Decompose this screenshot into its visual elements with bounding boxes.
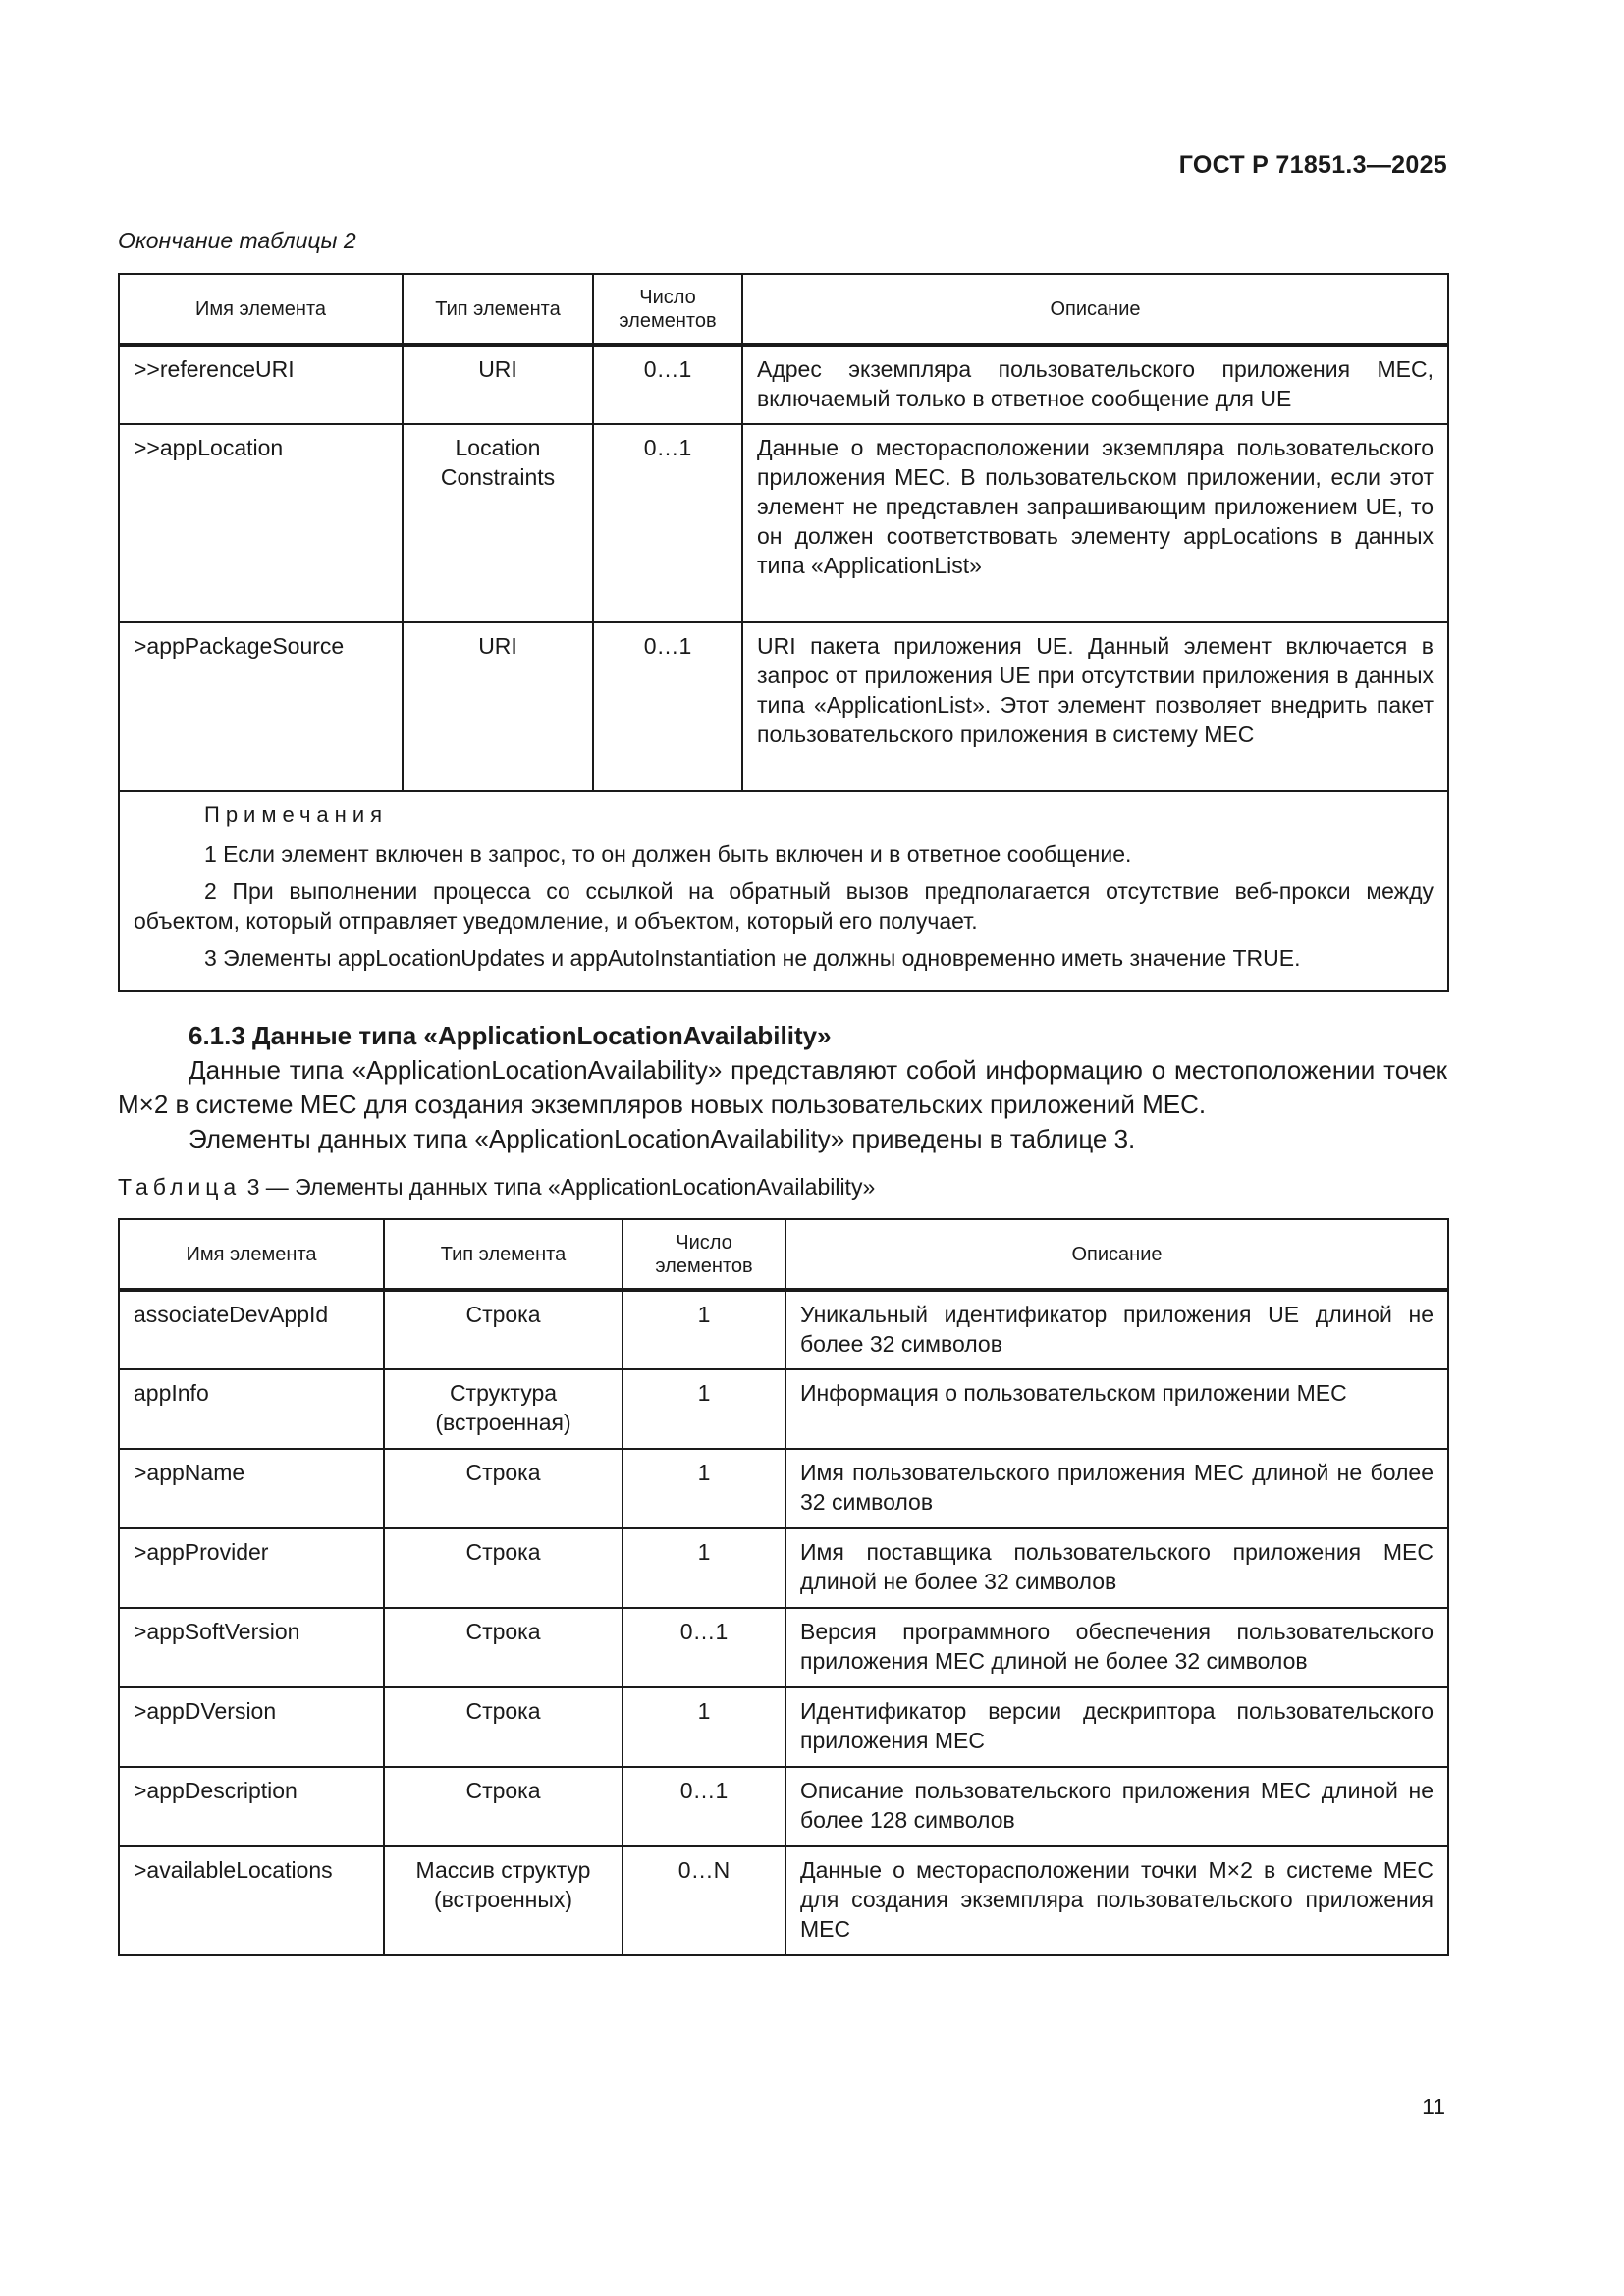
section-paragraph: Данные типа «ApplicationLocationAvailability» представляют собой информацию о местоположении точек M×2 в системе MEC для создания экземпляров новых пользовательских приложений MEC. xyxy=(118,1055,1447,1119)
table3-title-label: Таблица xyxy=(118,1174,242,1200)
element-count-cell: 0…1 xyxy=(593,345,742,424)
element-description-cell: URI пакета приложения UE. Данный элемент включается в запрос от приложения UE при отсутствии приложения в данных типа «ApplicationList». Этот элемент позволяет внедрить пакет пользовательского приложения в систему MEC xyxy=(742,622,1448,791)
table-row xyxy=(119,1528,1448,1608)
element-type-cell: Строка xyxy=(384,1767,623,1846)
element-type-cell: Массив структур (встроенных) xyxy=(384,1846,623,1955)
element-description-cell: Описание пользовательского приложения MEC длиной не более 128 символов xyxy=(785,1767,1448,1846)
element-count-cell: 1 xyxy=(623,1369,785,1449)
element-name-cell: associateDevAppId xyxy=(119,1290,384,1369)
section-paragraph: Элементы данных типа «ApplicationLocationAvailability» приведены в таблице 3. xyxy=(189,1124,1136,1153)
element-description-cell: Уникальный идентификатор приложения UE длиной не более 32 символов xyxy=(785,1290,1448,1369)
column-header: Имя элемента xyxy=(119,1219,384,1290)
table-row xyxy=(119,1608,1448,1687)
element-count-cell: 1 xyxy=(623,1449,785,1528)
table-2 xyxy=(118,273,1449,992)
element-name-cell: >appDescription xyxy=(119,1767,384,1846)
table-row xyxy=(119,622,1448,791)
element-description-cell: Имя пользовательского приложения MEC длиной не более 32 символов xyxy=(785,1449,1448,1528)
element-type-cell: Структура (встроенная) xyxy=(384,1369,623,1449)
element-name-cell: >availableLocations xyxy=(119,1846,384,1955)
element-description-cell: Имя поставщика пользовательского приложения MEC длиной не более 32 символов xyxy=(785,1528,1448,1608)
column-header: Имя элемента xyxy=(119,274,403,345)
element-name-cell: >appSoftVersion xyxy=(119,1608,384,1687)
element-count-cell: 1 xyxy=(623,1528,785,1608)
notes-title: Примечания xyxy=(204,802,389,827)
column-header: Описание xyxy=(742,274,1448,345)
element-type-cell: Строка xyxy=(384,1290,623,1369)
table-row xyxy=(119,1290,1448,1369)
element-type-cell: Строка xyxy=(384,1608,623,1687)
element-description-cell: Данные о месторасположении точки M×2 в системе MEC для создания экземпляра пользовательского приложения MEC xyxy=(785,1846,1448,1955)
element-count-cell: 0…1 xyxy=(593,622,742,791)
element-type-cell: Строка xyxy=(384,1687,623,1767)
page-number: 11 xyxy=(1422,2094,1445,2119)
section-heading: 6.1.3 Данные типа «ApplicationLocationAvailability» xyxy=(189,1021,832,1050)
element-type-cell: Location Constraints xyxy=(403,424,593,622)
column-header: Число элементов xyxy=(623,1219,785,1290)
column-header: Тип элемента xyxy=(384,1219,623,1290)
table-row xyxy=(119,1846,1448,1955)
element-type-cell: Строка xyxy=(384,1449,623,1528)
column-header: Тип элемента xyxy=(403,274,593,345)
table-row xyxy=(119,1449,1448,1528)
element-name-cell: >>appLocation xyxy=(119,424,403,622)
notes-cell xyxy=(119,791,1448,991)
element-count-cell: 0…N xyxy=(623,1846,785,1955)
table3-header-row xyxy=(119,1219,1448,1290)
element-description-cell: Адрес экземпляра пользовательского приложения MEC, включаемый только в ответное сообщение для UE xyxy=(742,345,1448,424)
table-row xyxy=(119,1767,1448,1846)
element-name-cell: >>referenceURI xyxy=(119,345,403,424)
element-count-cell: 1 xyxy=(623,1290,785,1369)
element-description-cell: Данные о месторасположении экземпляра пользовательского приложения MEC. В пользовательском приложении, если этот элемент не представлен запрашивающим приложением UE, то он должен соответствовать элементу appLocations в данных типа «ApplicationList» xyxy=(742,424,1448,622)
table-row xyxy=(119,1687,1448,1767)
notes-row xyxy=(119,791,1448,991)
document-code: ГОСТ Р 71851.3—2025 xyxy=(1178,151,1447,179)
element-name-cell: >appDVersion xyxy=(119,1687,384,1767)
element-type-cell: URI xyxy=(403,345,593,424)
element-description-cell: Версия программного обеспечения пользовательского приложения MEC длиной не более 32 символов xyxy=(785,1608,1448,1687)
table2-header-row xyxy=(119,274,1448,345)
element-description-cell: Идентификатор версии дескриптора пользовательского приложения MEC xyxy=(785,1687,1448,1767)
note: 1 Если элемент включен в запрос, то он должен быть включен и в ответное сообщение. xyxy=(204,841,1132,867)
element-name-cell: appInfo xyxy=(119,1369,384,1449)
table-row xyxy=(119,1369,1448,1449)
element-type-cell: URI xyxy=(403,622,593,791)
element-name-cell: >appProvider xyxy=(119,1528,384,1608)
table-3 xyxy=(118,1218,1449,1956)
note: 2 При выполнении процесса со ссылкой на обратный вызов предполагается отсутствие веб-прокси между объектом, который отправляет уведомление, и объектом, который его получает. xyxy=(134,879,1434,934)
element-name-cell: >appPackageSource xyxy=(119,622,403,791)
column-header: Число элементов xyxy=(593,274,742,345)
column-header: Описание xyxy=(785,1219,1448,1290)
section-6-1-3 xyxy=(118,1019,1447,1156)
element-name-cell: >appName xyxy=(119,1449,384,1528)
note: 3 Элементы appLocationUpdates и appAutoInstantiation не должны одновременно иметь значение TRUE. xyxy=(204,945,1301,971)
element-count-cell: 0…1 xyxy=(623,1767,785,1846)
element-count-cell: 0…1 xyxy=(593,424,742,622)
table3-title-text: 3 — Элементы данных типа «ApplicationLocationAvailability» xyxy=(246,1174,876,1200)
table2-continuation-caption: Окончание таблицы 2 xyxy=(118,228,356,253)
table3-title xyxy=(118,1174,875,1201)
table-row xyxy=(119,345,1448,424)
element-count-cell: 1 xyxy=(623,1687,785,1767)
table-row xyxy=(119,424,1448,622)
element-count-cell: 0…1 xyxy=(623,1608,785,1687)
element-description-cell: Информация о пользовательском приложении MEC xyxy=(785,1369,1448,1449)
element-type-cell: Строка xyxy=(384,1528,623,1608)
